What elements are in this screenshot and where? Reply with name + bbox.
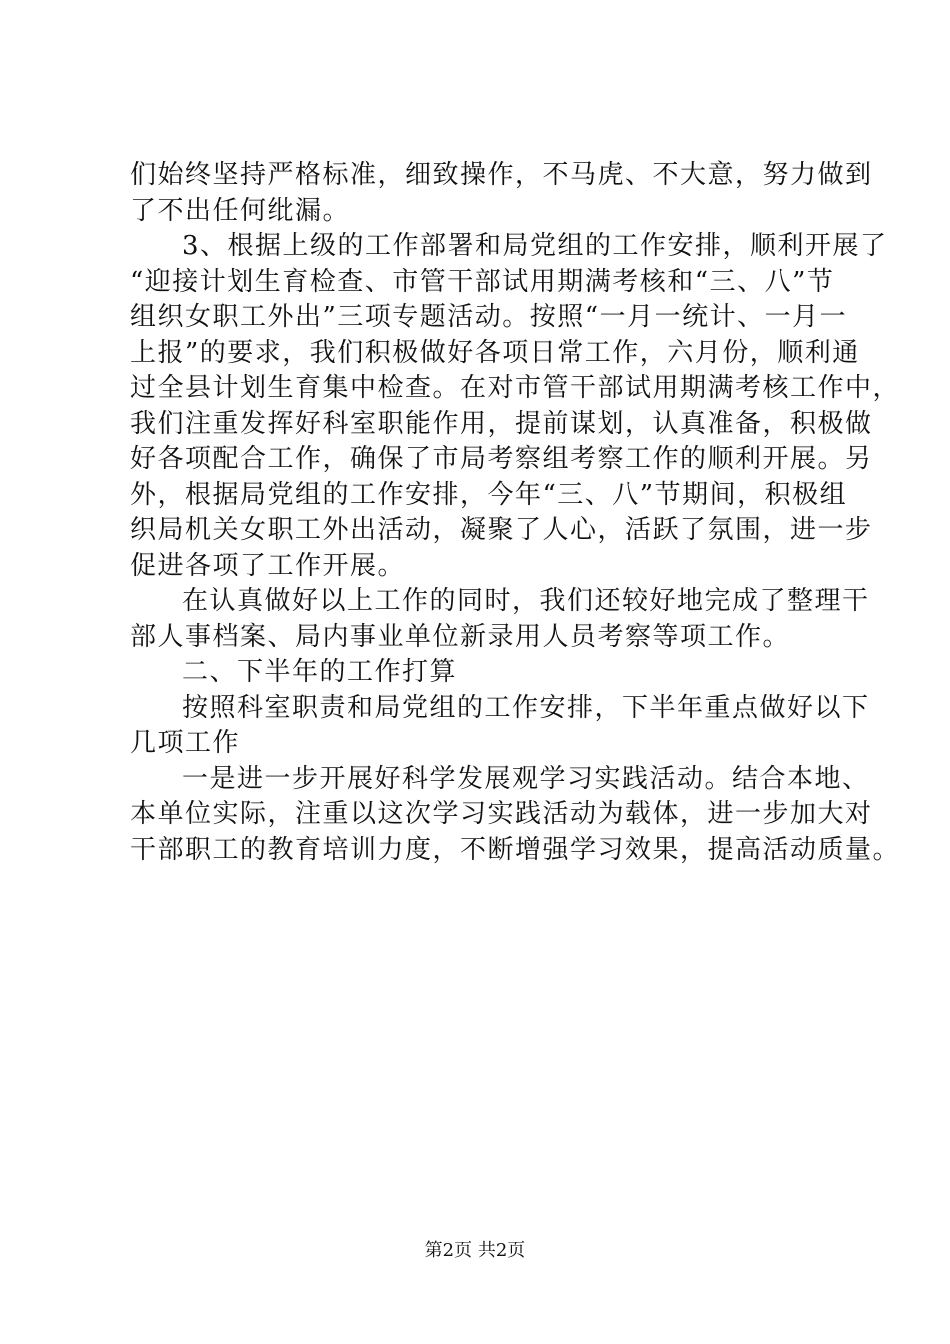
text-line: 促进各项了工作开展。 — [130, 550, 406, 581]
text-line: 按照科室职责和局党组的工作安排，下半年重点做好以下 — [182, 692, 870, 723]
text-line: 几项工作 — [130, 728, 241, 758]
text-line: 们始终坚持严格标准，细致操作，不马虎、不大意，努力做到 — [130, 160, 873, 190]
text-line: 我们注重发挥好科室职能作用，提前谋划，认真准备，积极做 — [130, 408, 873, 439]
text-line: 好各项配合工作，确保了市局考察组考察工作的顺利开展。另 — [130, 444, 873, 474]
text-line: 外，根据局党组的工作安排，今年“三、八”节期间，积极组 — [130, 479, 848, 510]
text-line: 干部职工的教育培训力度，不断增强学习效果，提高活动质量。 — [130, 834, 901, 865]
text-line: 上报”的要求，我们积极做好各项日常工作，六月份，顺利通 — [130, 337, 860, 368]
text-line: 过全县计划生育集中检查。在对市管干部试用期满考核工作中， — [130, 373, 901, 403]
text-line: 组织女职工外出”三项专题活动。按照“一月一统计、一月一 — [130, 302, 848, 332]
text-line: 了不出任何纰漏。 — [130, 195, 351, 226]
text-line: 本单位实际，注重以这次学习实践活动为载体，进一步加大对 — [130, 799, 873, 829]
page-footer: 第2页 共2页 — [424, 1240, 526, 1261]
text-line: 部人事档案、局内事业单位新录用人员考察等项工作。 — [130, 621, 791, 652]
section-heading: 二、下半年的工作打算 — [182, 657, 458, 687]
text-line: 在认真做好以上工作的同时，我们还较好地完成了整理干 — [182, 586, 870, 616]
text-line: 一是进一步开展好科学发展观学习实践活动。结合本地、 — [182, 763, 870, 794]
text-line: 3、根据上级的工作部署和局党组的工作安排，顺利开展了 — [182, 231, 888, 261]
text-line: 织局机关女职工外出活动，凝聚了人心，活跃了氛围，进一步 — [130, 515, 873, 545]
document-body — [130, 158, 901, 868]
text-line: “迎接计划生育检查、市管干部试用期满考核和“三、八”节 — [130, 266, 835, 297]
